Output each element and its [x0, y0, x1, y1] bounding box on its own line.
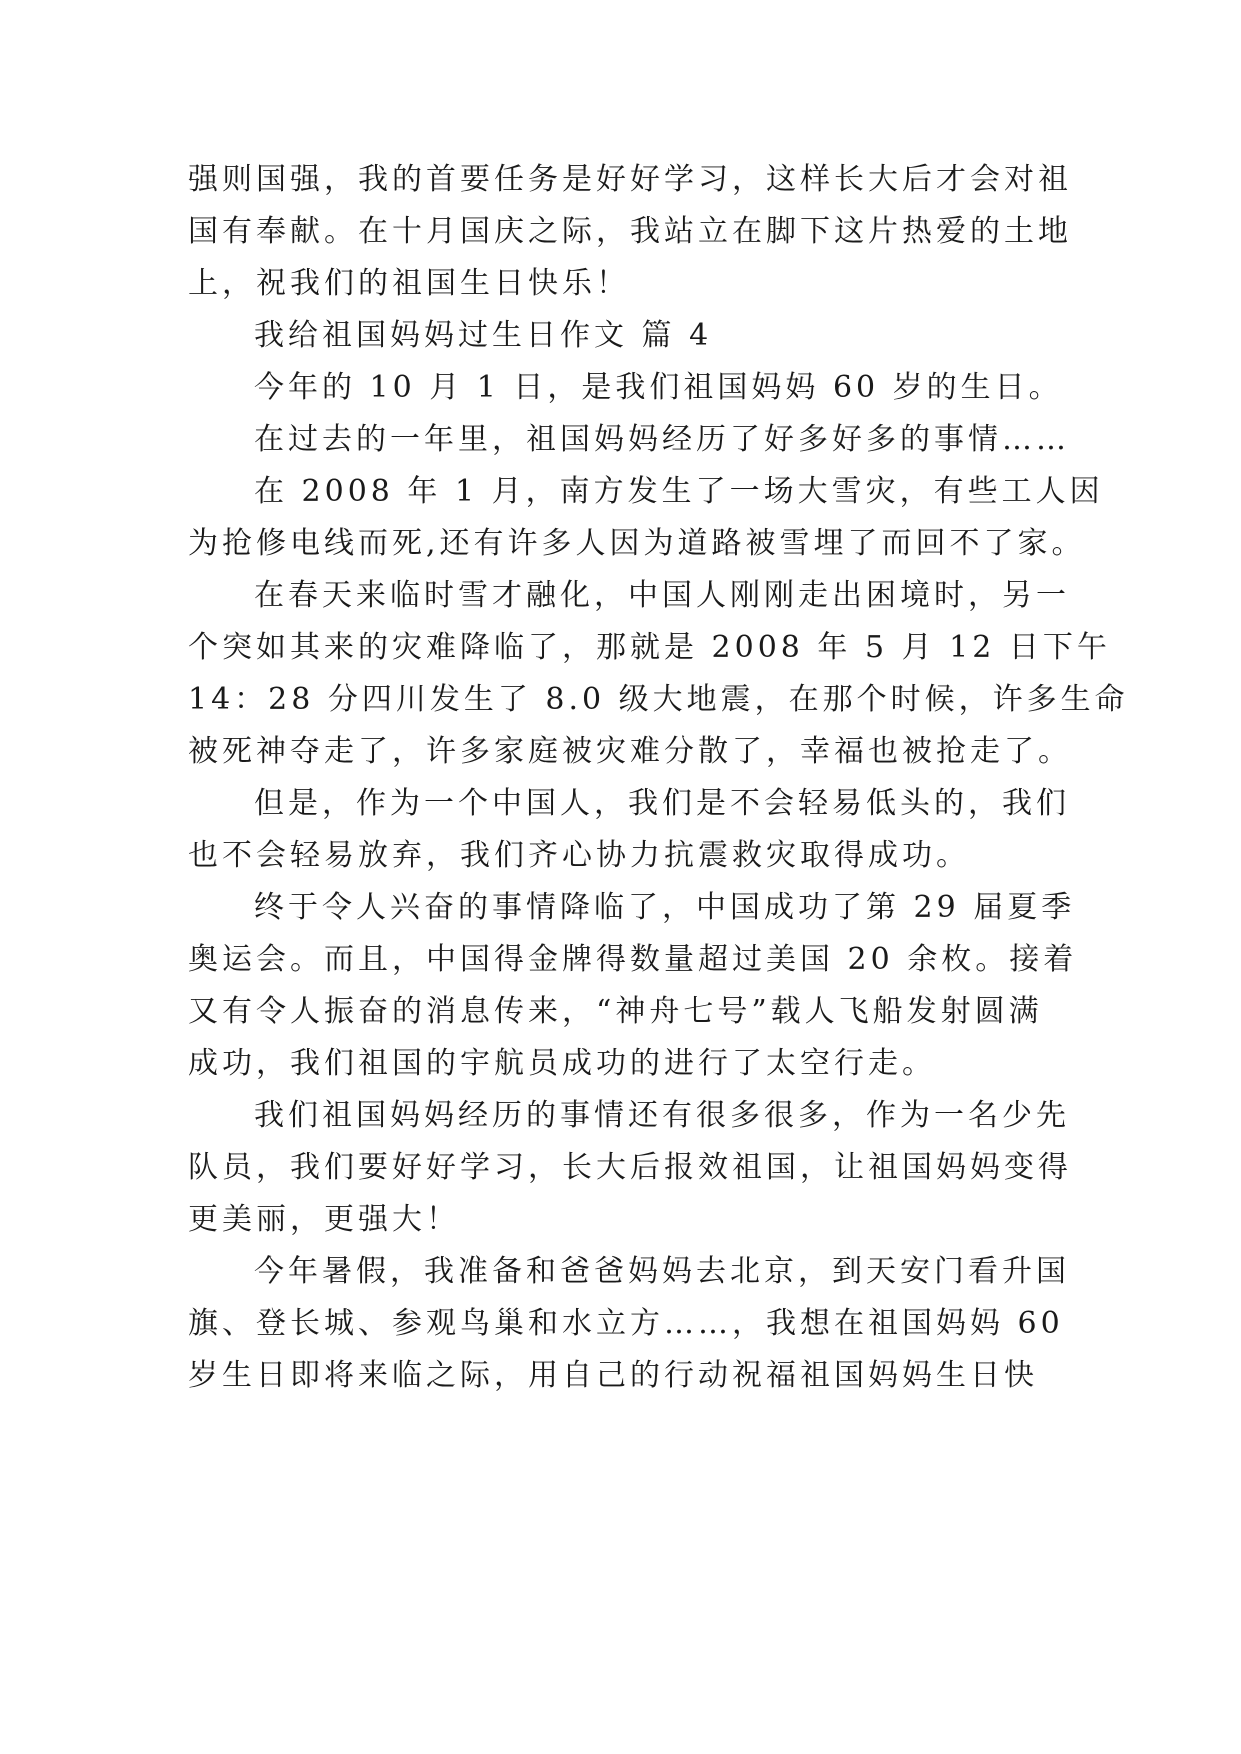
text-line: 队员，我们要好好学习，长大后报效祖国，让祖国妈妈变得: [188, 1150, 1072, 1185]
text-line: 14：28 分四川发生了 8.0 级大地震，在那个时候，许多生命: [188, 682, 1129, 717]
text-line: 在春天来临时雪才融化，中国人刚刚走出困境时，另一: [254, 578, 1070, 613]
text-line: 成功，我们祖国的宇航员成功的进行了太空行走。: [188, 1046, 936, 1081]
text-line: 今年的 10 月 1 日，是我们祖国妈妈 60 岁的生日。: [254, 370, 1063, 405]
text-line: 岁生日即将来临之际，用自己的行动祝福祖国妈妈生日快: [188, 1358, 1038, 1393]
text-line: 个突如其来的灾难降临了，那就是 2008 年 5 月 12 日下午: [188, 630, 1111, 665]
text-line: 在 2008 年 1 月，南方发生了一场大雪灾，有些工人因: [254, 474, 1104, 509]
text-line: 又有令人振奋的消息传来，“神舟七号”载人飞船发射圆满: [188, 994, 1043, 1029]
text-line: 国有奉献。在十月国庆之际，我站立在脚下这片热爱的土地: [188, 214, 1072, 249]
text-line: 上，祝我们的祖国生日快乐！: [188, 266, 630, 301]
text-line: 奥运会。而且，中国得金牌得数量超过美国 20 余枚。接着: [188, 942, 1078, 977]
body-text: [188, 154, 1129, 1402]
text-line: 为抢修电线而死,还有许多人因为道路被雪埋了而回不了家。: [188, 526, 1086, 561]
text-line: 也不会轻易放弃，我们齐心协力抗震救灾取得成功。: [188, 838, 970, 873]
text-line: 今年暑假，我准备和爸爸妈妈去北京，到天安门看升国: [254, 1254, 1070, 1289]
text-line: 更美丽，更强大！: [188, 1202, 460, 1237]
essay-heading: 我给祖国妈妈过生日作文 篇 4: [254, 318, 713, 353]
text-line: 被死神夺走了，许多家庭被灾难分散了，幸福也被抢走了。: [188, 734, 1072, 769]
text-line: 旗、登长城、参观鸟巢和水立方……，我想在祖国妈妈 60: [188, 1306, 1064, 1341]
text-line: 强则国强，我的首要任务是好好学习，这样长大后才会对祖: [188, 162, 1072, 197]
text-line: 我们祖国妈妈经历的事情还有很多很多，作为一名少先: [254, 1098, 1070, 1133]
text-line: 在过去的一年里，祖国妈妈经历了好多好多的事情……: [254, 422, 1070, 457]
text-line: 但是，作为一个中国人，我们是不会轻易低头的，我们: [254, 786, 1070, 821]
text-line: 终于令人兴奋的事情降临了，中国成功了第 29 届夏季: [254, 890, 1076, 925]
